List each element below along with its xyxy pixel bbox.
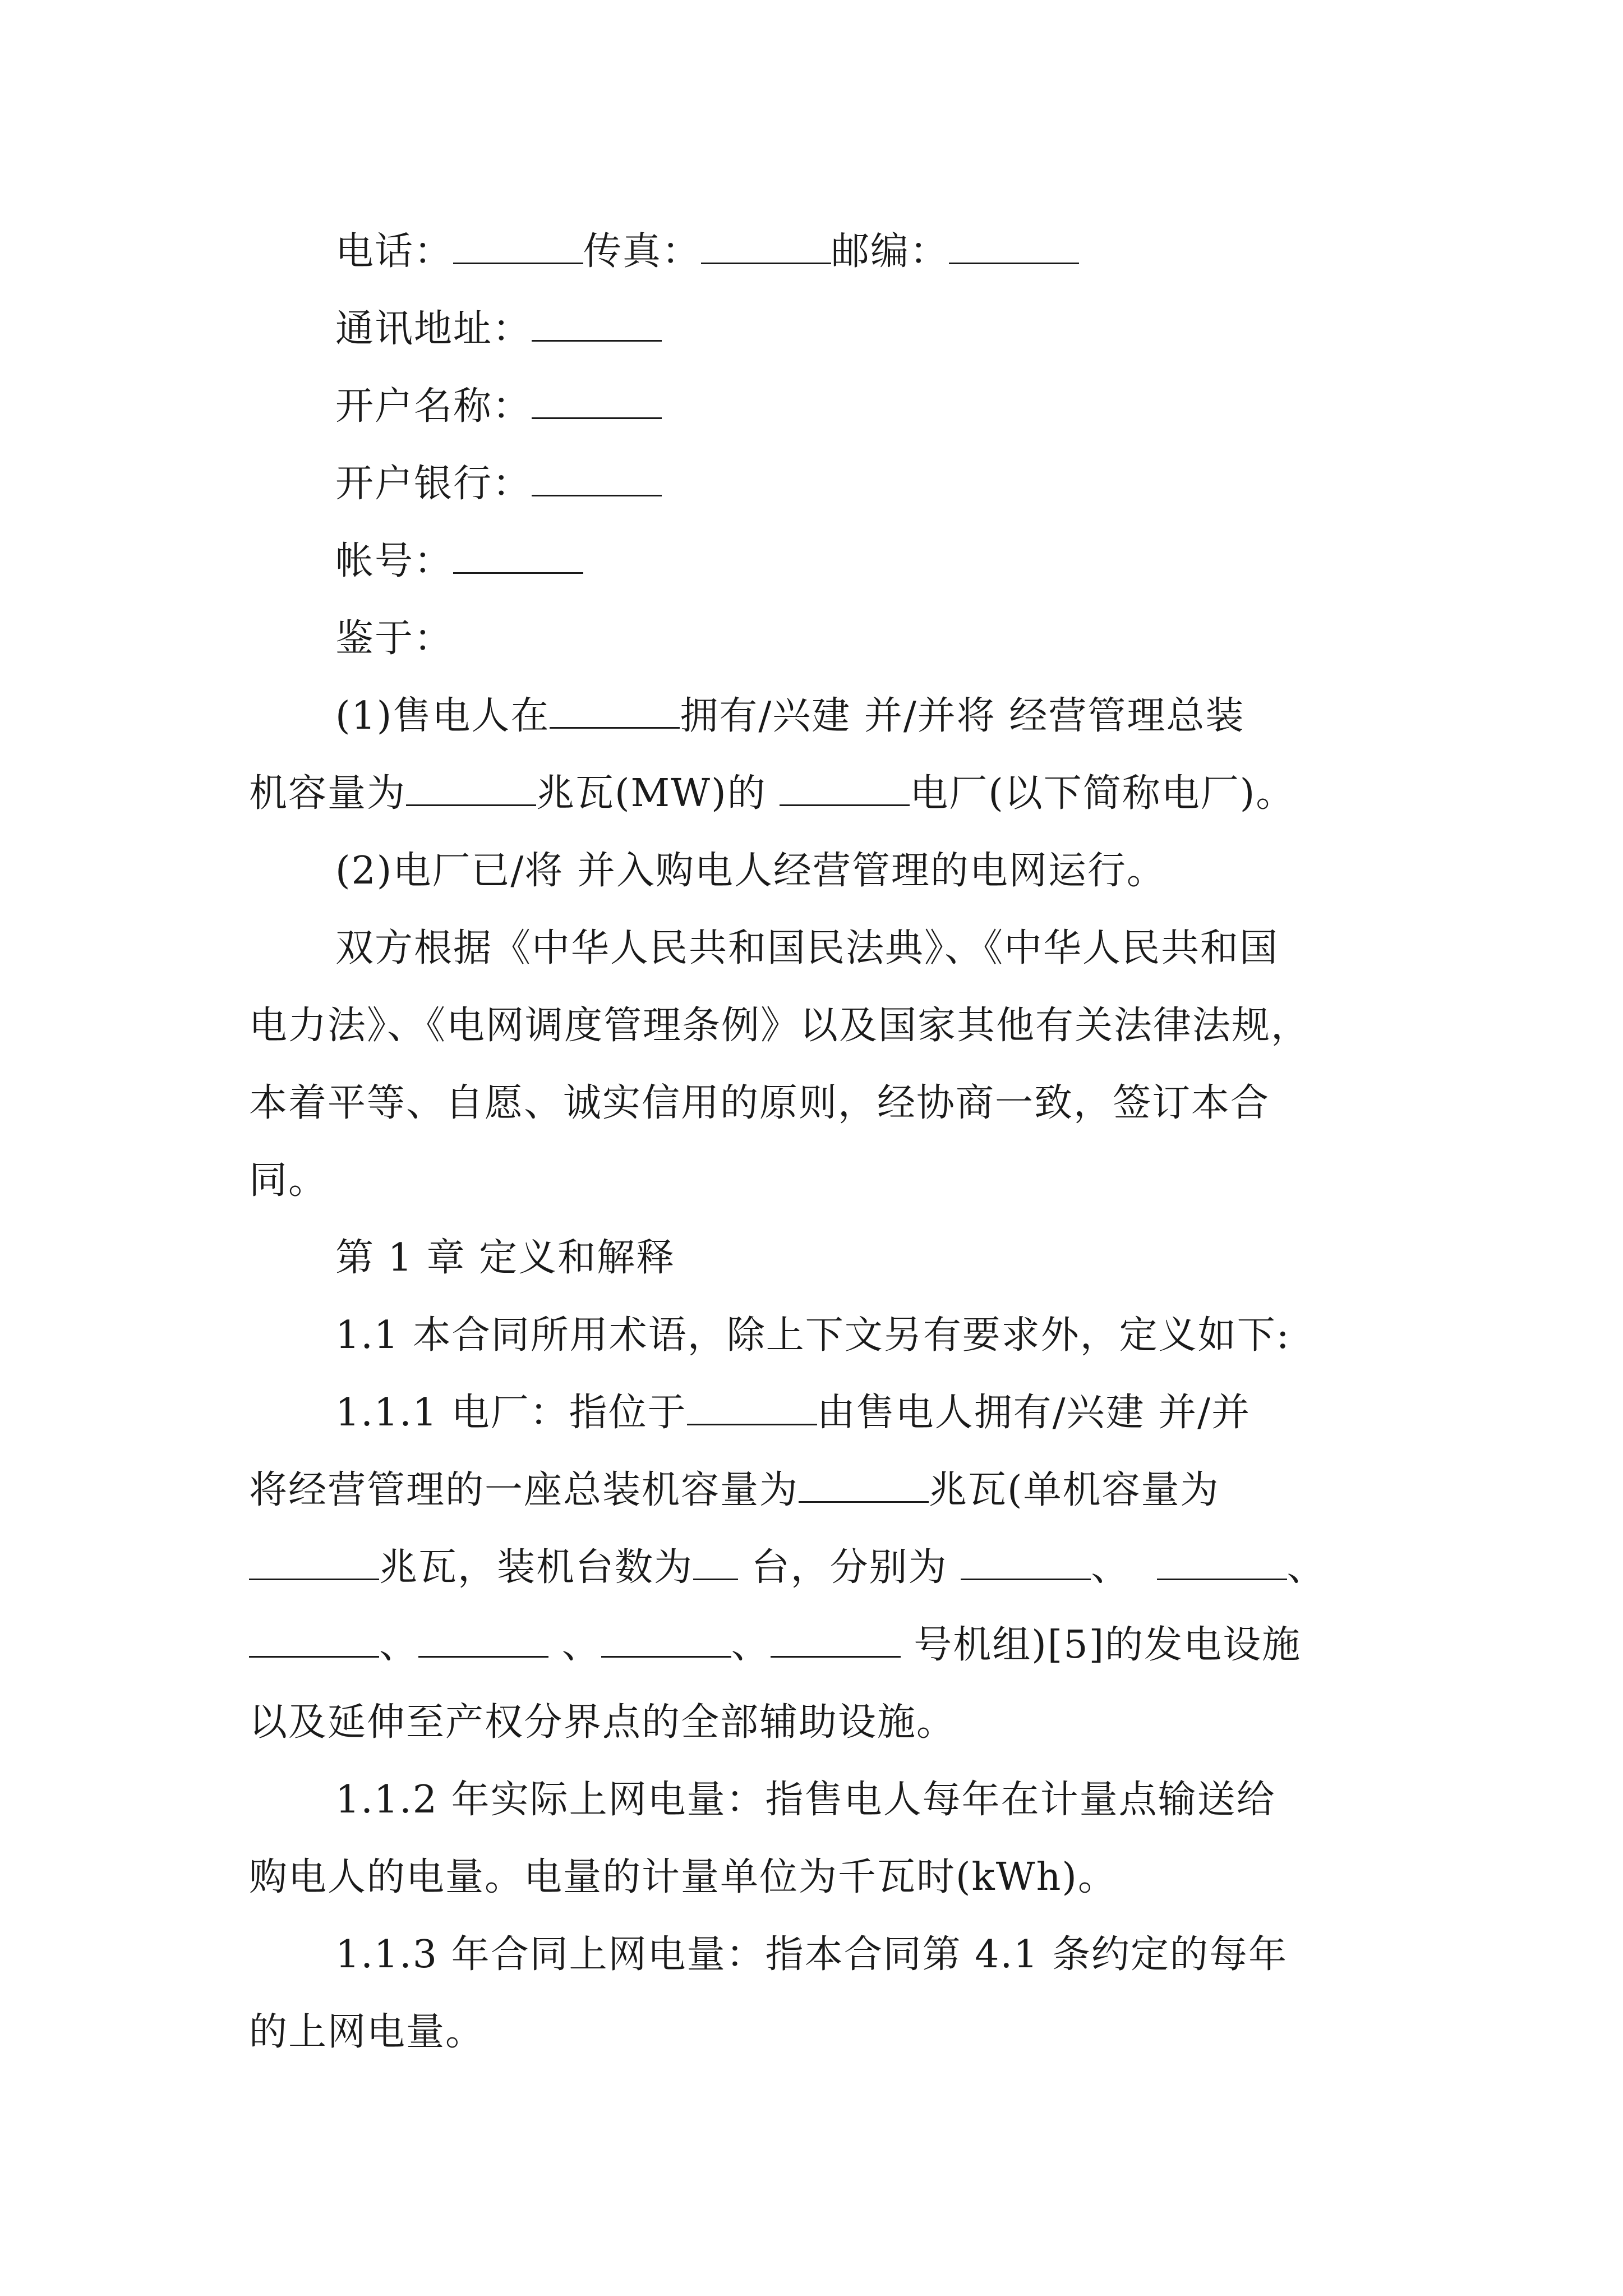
- plant-name-blank: [780, 775, 910, 806]
- whereas-item1-text-c: 机容量为: [249, 771, 407, 816]
- whereas-item1-line2: [249, 755, 1382, 832]
- contact-address-line: [249, 291, 1382, 368]
- section-1-1-3-line1: 1.1.3 年合同上网电量：指本合同第 4.1 条约定的每年: [335, 1932, 1288, 1977]
- whereas-item1-text-e: 电厂(以下简称电厂)。: [910, 771, 1295, 816]
- s111-text-b: 由售电人拥有/兴建 并/并: [817, 1391, 1251, 1435]
- bank-label: 开户银行：: [335, 462, 532, 506]
- phone-label: 电话：: [335, 229, 454, 274]
- phone-blank: [453, 233, 583, 264]
- account-name-label: 开户名称：: [335, 384, 532, 429]
- contract-page: [249, 213, 1382, 2071]
- postcode-blank: [949, 233, 1079, 264]
- capacity-blank: [406, 775, 536, 806]
- account-no-blank: [453, 543, 583, 574]
- whereas-item1-text-b: 拥有/兴建 并/并将 经营管理总装: [680, 694, 1245, 738]
- separator: 、: [379, 1623, 419, 1667]
- location-blank: [550, 698, 680, 729]
- account-no-label: 帐号：: [335, 539, 454, 583]
- whereas-item1-line1: [249, 678, 1382, 755]
- bank-line: [249, 445, 1382, 523]
- section-1-1-1-line4: [249, 1607, 1382, 1684]
- s111-text-a: 1.1.1 电厂：指位于: [335, 1391, 687, 1435]
- preamble-line2: 电力法》、《电网调度管理条例》以及国家其他有关法律法规，: [249, 1004, 1311, 1048]
- separator: 、: [1287, 1545, 1326, 1590]
- preamble-line1: 双方根据《中华人民共和国民法典》、《中华人民共和国: [335, 926, 1279, 970]
- s111-text-g: 号机组)[5]的发电设施: [900, 1623, 1302, 1667]
- separator: 、: [548, 1623, 601, 1667]
- fax-label: 传真：: [583, 229, 702, 274]
- section-1-1-2-line1: 1.1.2 年实际上网电量：指售电人每年在计量点输送给: [335, 1778, 1276, 1822]
- section-1-1-2-line2: 购电人的电量。电量的计量单位为千瓦时(kWh)。: [249, 1855, 1117, 1899]
- section-1-1-1-line5: 以及延伸至产权分界点的全部辅助设施。: [249, 1700, 956, 1745]
- unit-count-blank: [693, 1549, 738, 1580]
- postcode-label: 邮编：: [831, 229, 949, 274]
- unit-no-blank-6: [771, 1627, 901, 1658]
- account-name-blank: [532, 388, 662, 419]
- unit-no-blank-3: [249, 1627, 379, 1658]
- unit-no-blank-5: [601, 1627, 731, 1658]
- preamble-line4: 同。: [249, 1158, 328, 1203]
- whereas-item1-text-d: 兆瓦(MW)的: [536, 771, 780, 816]
- section-1-1-1-line2: [249, 1452, 1382, 1529]
- s111-text-f: 台，分别为: [738, 1545, 961, 1590]
- unit-capacity-blank: [249, 1549, 379, 1580]
- section-1-1-3-line2: 的上网电量。: [249, 2010, 485, 2054]
- s111-text-d: 兆瓦(单机容量为: [929, 1468, 1220, 1512]
- section-1-1-1-line3: [249, 1529, 1382, 1607]
- fax-blank: [701, 233, 831, 264]
- preamble-line3: 本着平等、自愿、诚实信用的原则，经协商一致，签订本合: [249, 1081, 1270, 1125]
- contact-phone-line: [249, 213, 1382, 291]
- separator: 、: [731, 1623, 771, 1667]
- whereas-heading: 鉴于：: [335, 616, 454, 661]
- unit-no-blank-2: [1157, 1549, 1287, 1580]
- chapter1-title: 第 1 章 定义和解释: [335, 1236, 676, 1280]
- section-1-1-1-line1: [249, 1374, 1382, 1452]
- total-capacity-blank: [799, 1472, 929, 1503]
- address-blank: [532, 311, 662, 342]
- s111-text-c: 将经营管理的一座总装机容量为: [249, 1468, 799, 1512]
- unit-no-blank-4: [418, 1627, 548, 1658]
- section-1-1: 1.1 本合同所用术语，除上下文另有要求外，定义如下:: [335, 1313, 1290, 1358]
- bank-blank: [532, 466, 662, 496]
- unit-no-blank-1: [961, 1549, 1091, 1580]
- address-label: 通讯地址：: [335, 307, 532, 351]
- whereas-item1-text-a: (1)售电人在: [335, 694, 550, 738]
- s111-text-e: 兆瓦，装机台数为: [379, 1545, 694, 1590]
- whereas-item2: (2)电厂已/将 并入购电人经营管理的电网运行。: [335, 849, 1166, 893]
- account-name-line: [249, 368, 1382, 445]
- separator: 、: [1091, 1545, 1131, 1590]
- plant-location-blank: [687, 1395, 817, 1425]
- account-no-line: [249, 523, 1382, 600]
